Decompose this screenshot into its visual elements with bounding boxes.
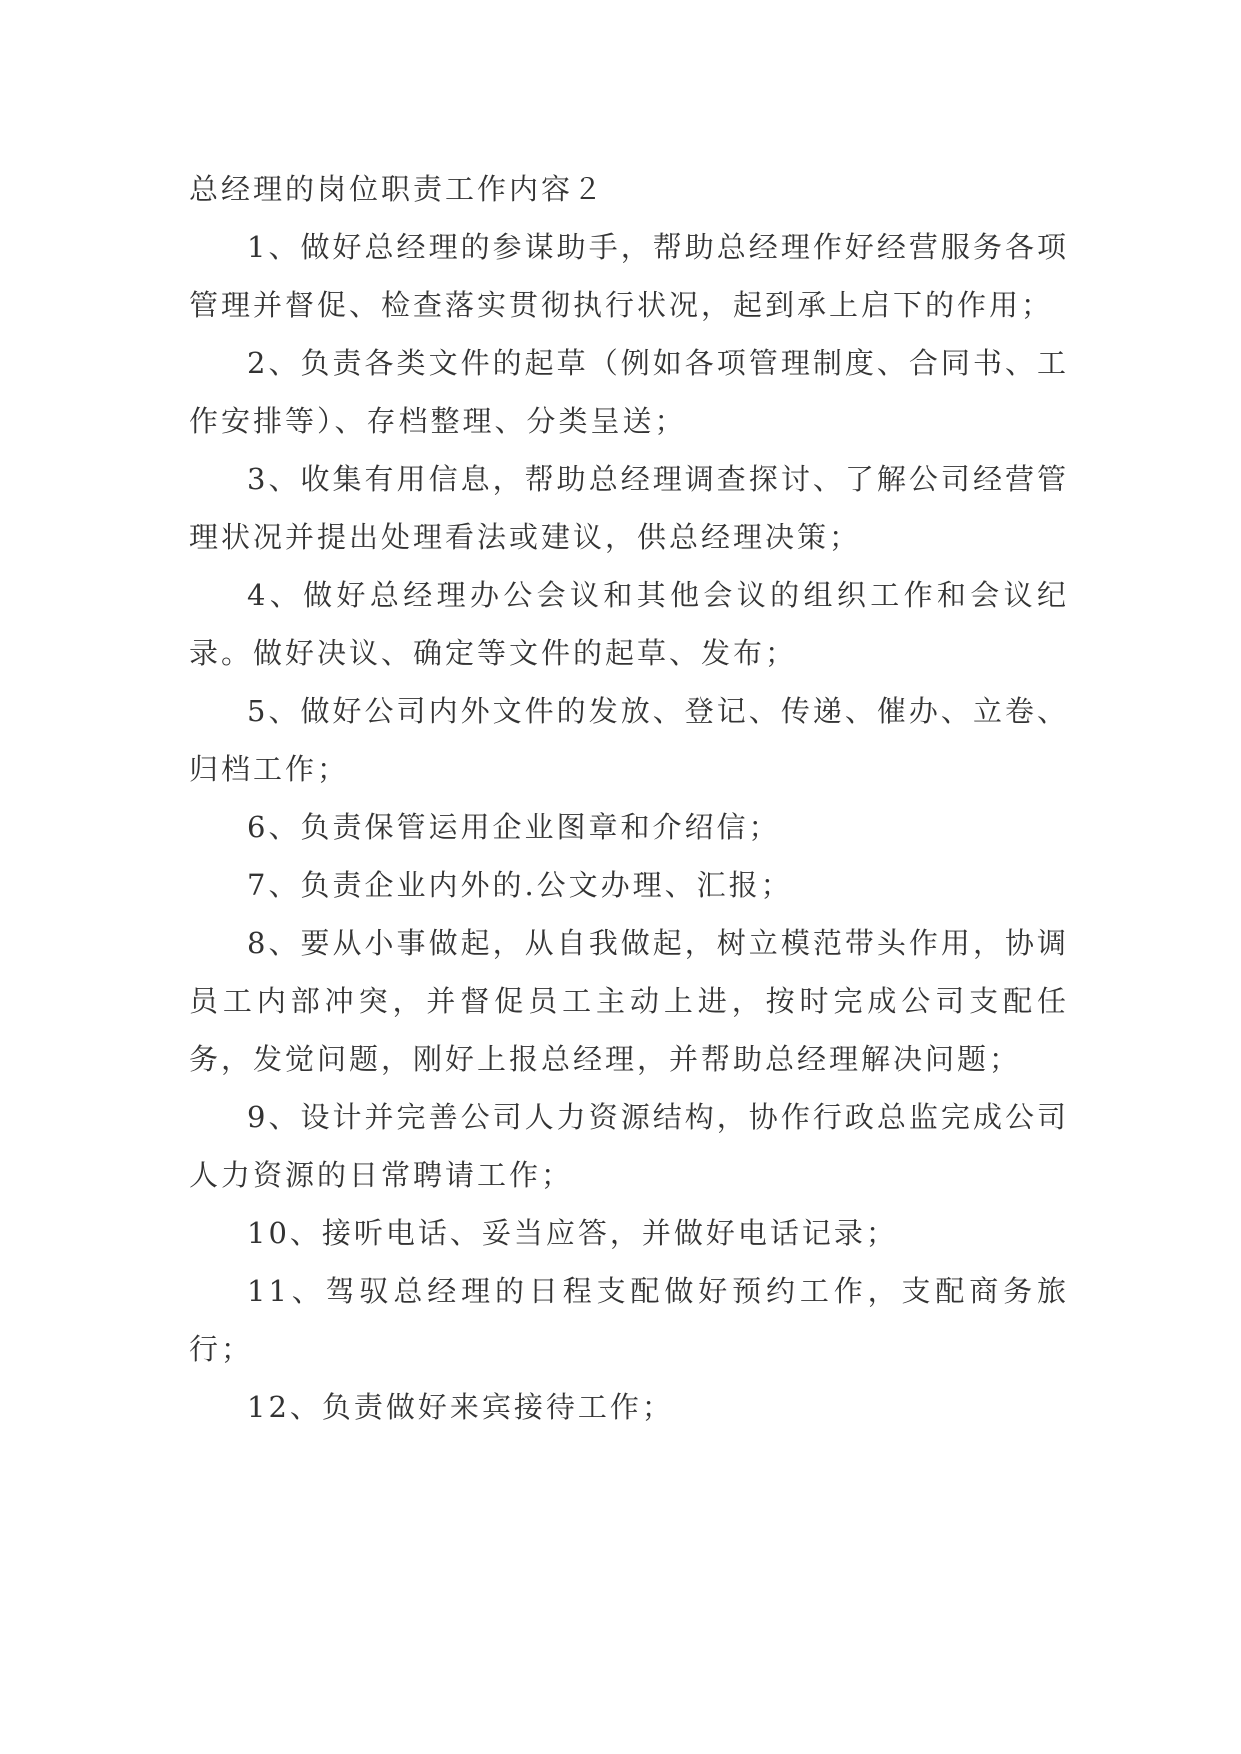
paragraph-4: 4、做好总经理办公会议和其他会议的组织工作和会议纪录。做好决议、确定等文件的起草、发布； [189,578,1069,670]
paragraph-5: 5、做好公司内外文件的发放、登记、传递、催办、立卷、归档工作； [189,694,1069,786]
paragraph-6: 6、负责保管运用企业图章和介绍信； [247,810,781,844]
paragraph-3: 3、收集有用信息，帮助总经理调查探讨、了解公司经营管理状况并提出处理看法或建议，供总经理决策； [189,462,1069,554]
paragraph-2: 2、负责各类文件的起草（例如各项管理制度、合同书、工作安排等）、存档整理、分类呈送； [189,346,1069,438]
document-title: 总经理的岗位职责工作内容２ [189,172,606,206]
paragraph-11: 11、驾驭总经理的日程支配做好预约工作，支配商务旅行； [189,1274,1069,1366]
paragraph-10: 10、接听电话、妥当应答，并做好电话记录； [247,1216,898,1250]
paragraph-8: 8、要从小事做起，从自我做起，树立模范带头作用，协调员工内部冲突，并督促员工主动上进，按时完成公司支配任务，发觉问题，刚好上报总经理，并帮助总经理解决问题； [189,926,1069,1076]
paragraph-7: 7、负责企业内外的.公文办理、汇报； [247,868,793,902]
document-body [189,160,1069,1436]
paragraph-12: 12、负责做好来宾接待工作； [247,1390,674,1424]
paragraph-9: 9、设计并完善公司人力资源结构，协作行政总监完成公司人力资源的日常聘请工作； [189,1100,1069,1192]
paragraph-1: 1、做好总经理的参谋助手，帮助总经理作好经营服务各项管理并督促、检查落实贯彻执行状况，起到承上启下的作用； [189,230,1069,322]
